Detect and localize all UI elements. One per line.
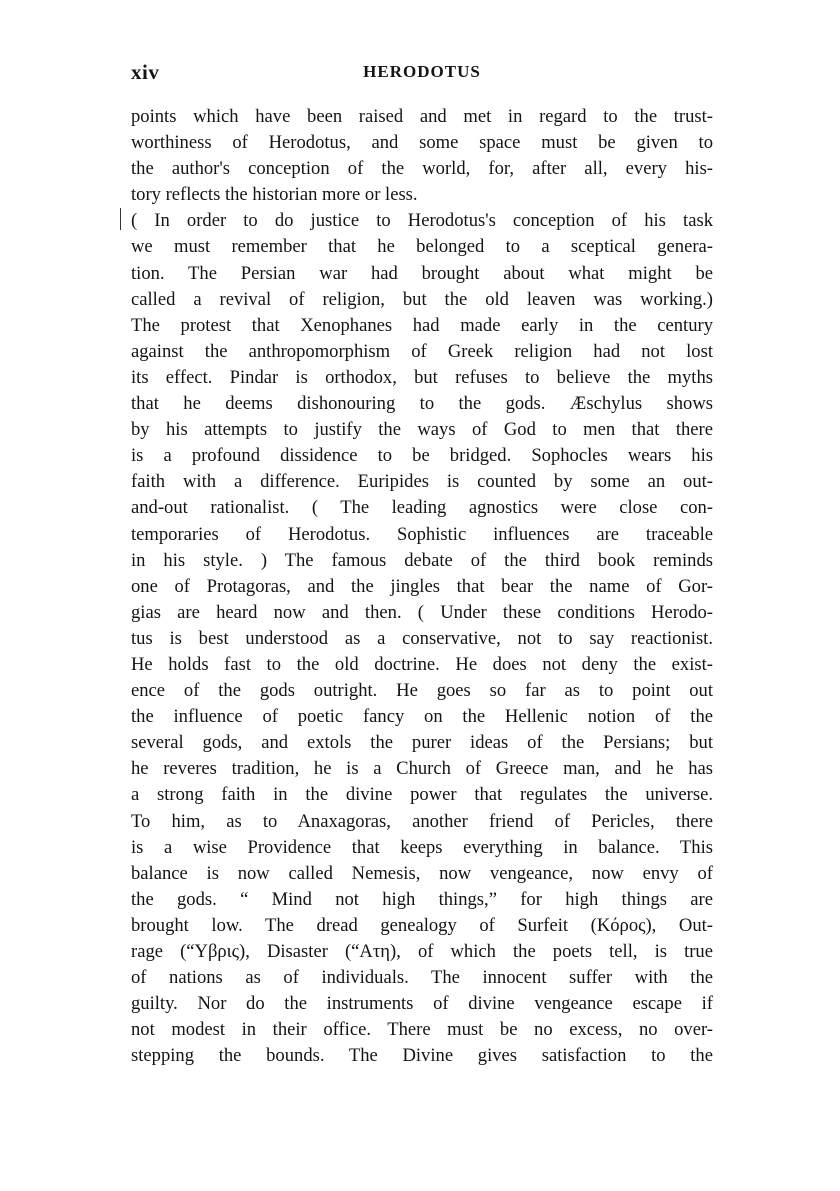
page-header bbox=[131, 60, 713, 88]
text-line: a strong faith in the divine power that regulates the universe. bbox=[131, 784, 713, 806]
text-line: the influence of poetic fancy on the Hellenic notion of the bbox=[131, 706, 713, 728]
text-line: that he deems dishonouring to the gods. Æschylus shows bbox=[131, 393, 713, 415]
text-line: guilty. Nor do the instruments of divine vengeance escape if bbox=[131, 993, 713, 1015]
text-line: points which have been raised and met in regard to the trust- bbox=[131, 106, 713, 127]
text-line: rage (“Υβρις), Disaster (“Ατη), of which the poets tell, is true bbox=[131, 941, 713, 962]
text-line: temporaries of Herodotus. Sophistic influences are traceable bbox=[131, 523, 713, 545]
text-line: he reveres tradition, he is a Church of Greece man, and he has bbox=[131, 758, 713, 780]
margin-mark bbox=[120, 208, 121, 230]
text-line: the gods. “ Mind not high things,” for high things are bbox=[131, 888, 713, 910]
text-line: the author's conception of the world, for, after all, every his- bbox=[131, 158, 713, 180]
text-line: stepping the bounds. The Divine gives satisfaction to the bbox=[131, 1045, 713, 1067]
text-line: by his attempts to justify the ways of God to men that there bbox=[131, 419, 713, 441]
text-line: is a profound dissidence to be bridged. Sophocles wears his bbox=[131, 445, 713, 467]
text-line: balance is now called Nemesis, now vengeance, now envy of bbox=[131, 862, 713, 884]
text-line: He holds fast to the old doctrine. He does not deny the exist- bbox=[131, 653, 713, 675]
text-line: worthiness of Herodotus, and some space must be given to bbox=[131, 132, 713, 154]
text-line: tory reflects the historian more or less. bbox=[131, 184, 418, 206]
text-line: several gods, and extols the purer ideas of the Persians; but bbox=[131, 732, 713, 754]
text-line: ( In order to do justice to Herodotus's conception of his task bbox=[131, 210, 713, 232]
text-line: brought low. The dread genealogy of Surfeit (Κόρος), Out- bbox=[131, 914, 713, 936]
text-line: tion. The Persian war had brought about what might be bbox=[131, 262, 713, 284]
text-line: not modest in their office. There must be no excess, no over- bbox=[131, 1019, 713, 1041]
text-line: we must remember that he belonged to a sceptical genera- bbox=[131, 236, 713, 258]
text-line: is a wise Providence that keeps everything in balance. This bbox=[131, 836, 713, 858]
text-line: and-out rationalist. ( The leading agnostics were close con- bbox=[131, 497, 713, 519]
text-line: called a revival of religion, but the old leaven was working.) bbox=[131, 288, 713, 310]
text-line: faith with a difference. Euripides is counted by some an out- bbox=[131, 471, 713, 493]
page-number: xiv bbox=[131, 60, 160, 84]
text-line: against the anthropomorphism of Greek religion had not lost bbox=[131, 340, 713, 362]
text-line: in his style. ) The famous debate of the third book reminds bbox=[131, 549, 713, 571]
text-line: gias are heard now and then. ( Under these conditions Herodo- bbox=[131, 601, 713, 623]
text-line: one of Protagoras, and the jingles that bear the name of Gor- bbox=[131, 575, 713, 597]
running-title: HERODOTUS bbox=[363, 62, 481, 81]
text-line: The protest that Xenophanes had made early in the century bbox=[131, 314, 713, 336]
text-line: of nations as of individuals. The innocent suffer with the bbox=[131, 967, 713, 989]
body-text bbox=[131, 104, 713, 1069]
text-line: tus is best understood as a conservative, not to say reactionist. bbox=[131, 627, 713, 649]
text-line: its effect. Pindar is orthodox, but refuses to believe the myths bbox=[131, 366, 713, 388]
text-line: To him, as to Anaxagoras, another friend of Pericles, there bbox=[131, 810, 713, 832]
text-line: ence of the gods outright. He goes so far as to point out bbox=[131, 680, 713, 702]
